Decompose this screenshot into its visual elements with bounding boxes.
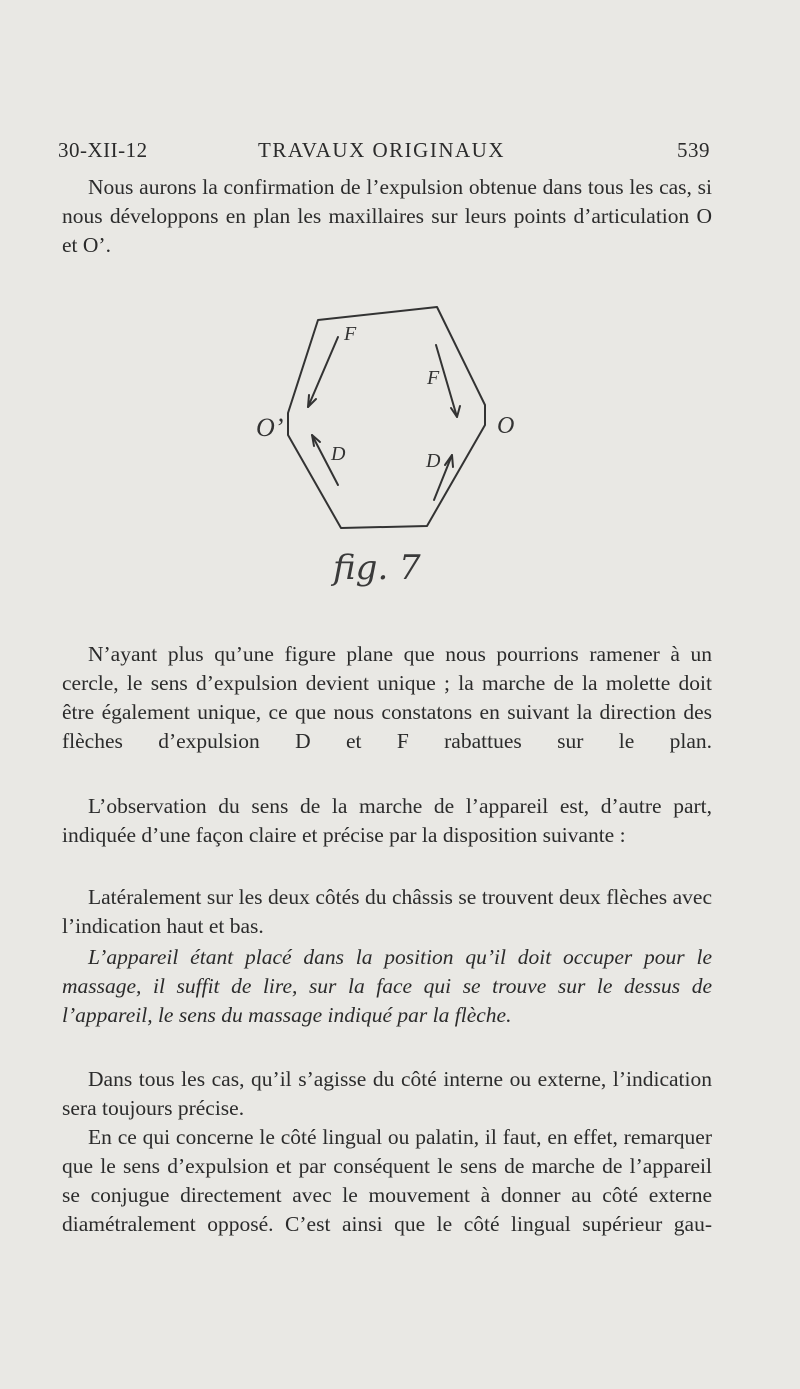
paragraph-6: Dans tous les cas, qu’il s’agisse du côté interne ou externe, l’indication sera toujours précise. — [62, 1067, 712, 1120]
arrow-f-left — [308, 337, 338, 407]
paragraph-3: L’observation du sens de la marche de l’appareil est, d’autre part, indiquée d’une façon claire et précise par la disposition suivante : — [62, 794, 712, 847]
header-section-title: TRAVAUX ORIGINAUX — [258, 138, 505, 162]
paragraph-1: Nous aurons la confirmation de l’expulsion obtenue dans tous les cas, si nous développons en plan les maxillaires sur leurs points d’articulation O et O’. — [62, 175, 712, 257]
header-date: 30-XII-12 — [58, 138, 148, 162]
page-number: 539 — [677, 138, 710, 162]
label-o-prime: O’ — [256, 413, 284, 442]
figure-caption: fig. 7 — [333, 548, 421, 588]
label-o: O — [497, 413, 515, 439]
label-f-left: F — [344, 323, 357, 345]
hexagon-outline — [288, 307, 485, 528]
paragraph-2: N’ayant plus qu’une figure plane que nous pourrions ramener à un cercle, le sens d’expulsion devient unique ; la marche de la molette doit être également unique, ce que nous constatons en suivant la direction des flèches d’expulsion D et F rabattues sur le plan. — [62, 642, 712, 753]
paragraph-7: En ce qui concerne le côté lingual ou palatin, il faut, en effet, remarquer que le sens d’expulsion et par conséquent le sens de marche de l’appareil se conjugue directement avec le mouvement à donner au côté externe diamétralement opposé. C’est ainsi que le côté lingual supérieur gau- — [62, 1125, 712, 1236]
label-d-left: D — [331, 443, 346, 465]
label-d-right: D — [426, 450, 441, 472]
paragraph-4: Latéralement sur les deux côtés du châssis se trouvent deux flèches avec l’indication haut et bas. — [62, 885, 712, 938]
label-f-right: F — [427, 367, 440, 389]
paragraph-5-italic: L’appareil étant placé dans la position qu’il doit occuper pour le massage, il suffit de lire, sur la face qui se trouve sur le dessus de l’appareil, le sens du massage indiqué par la flèche. — [62, 945, 712, 1027]
